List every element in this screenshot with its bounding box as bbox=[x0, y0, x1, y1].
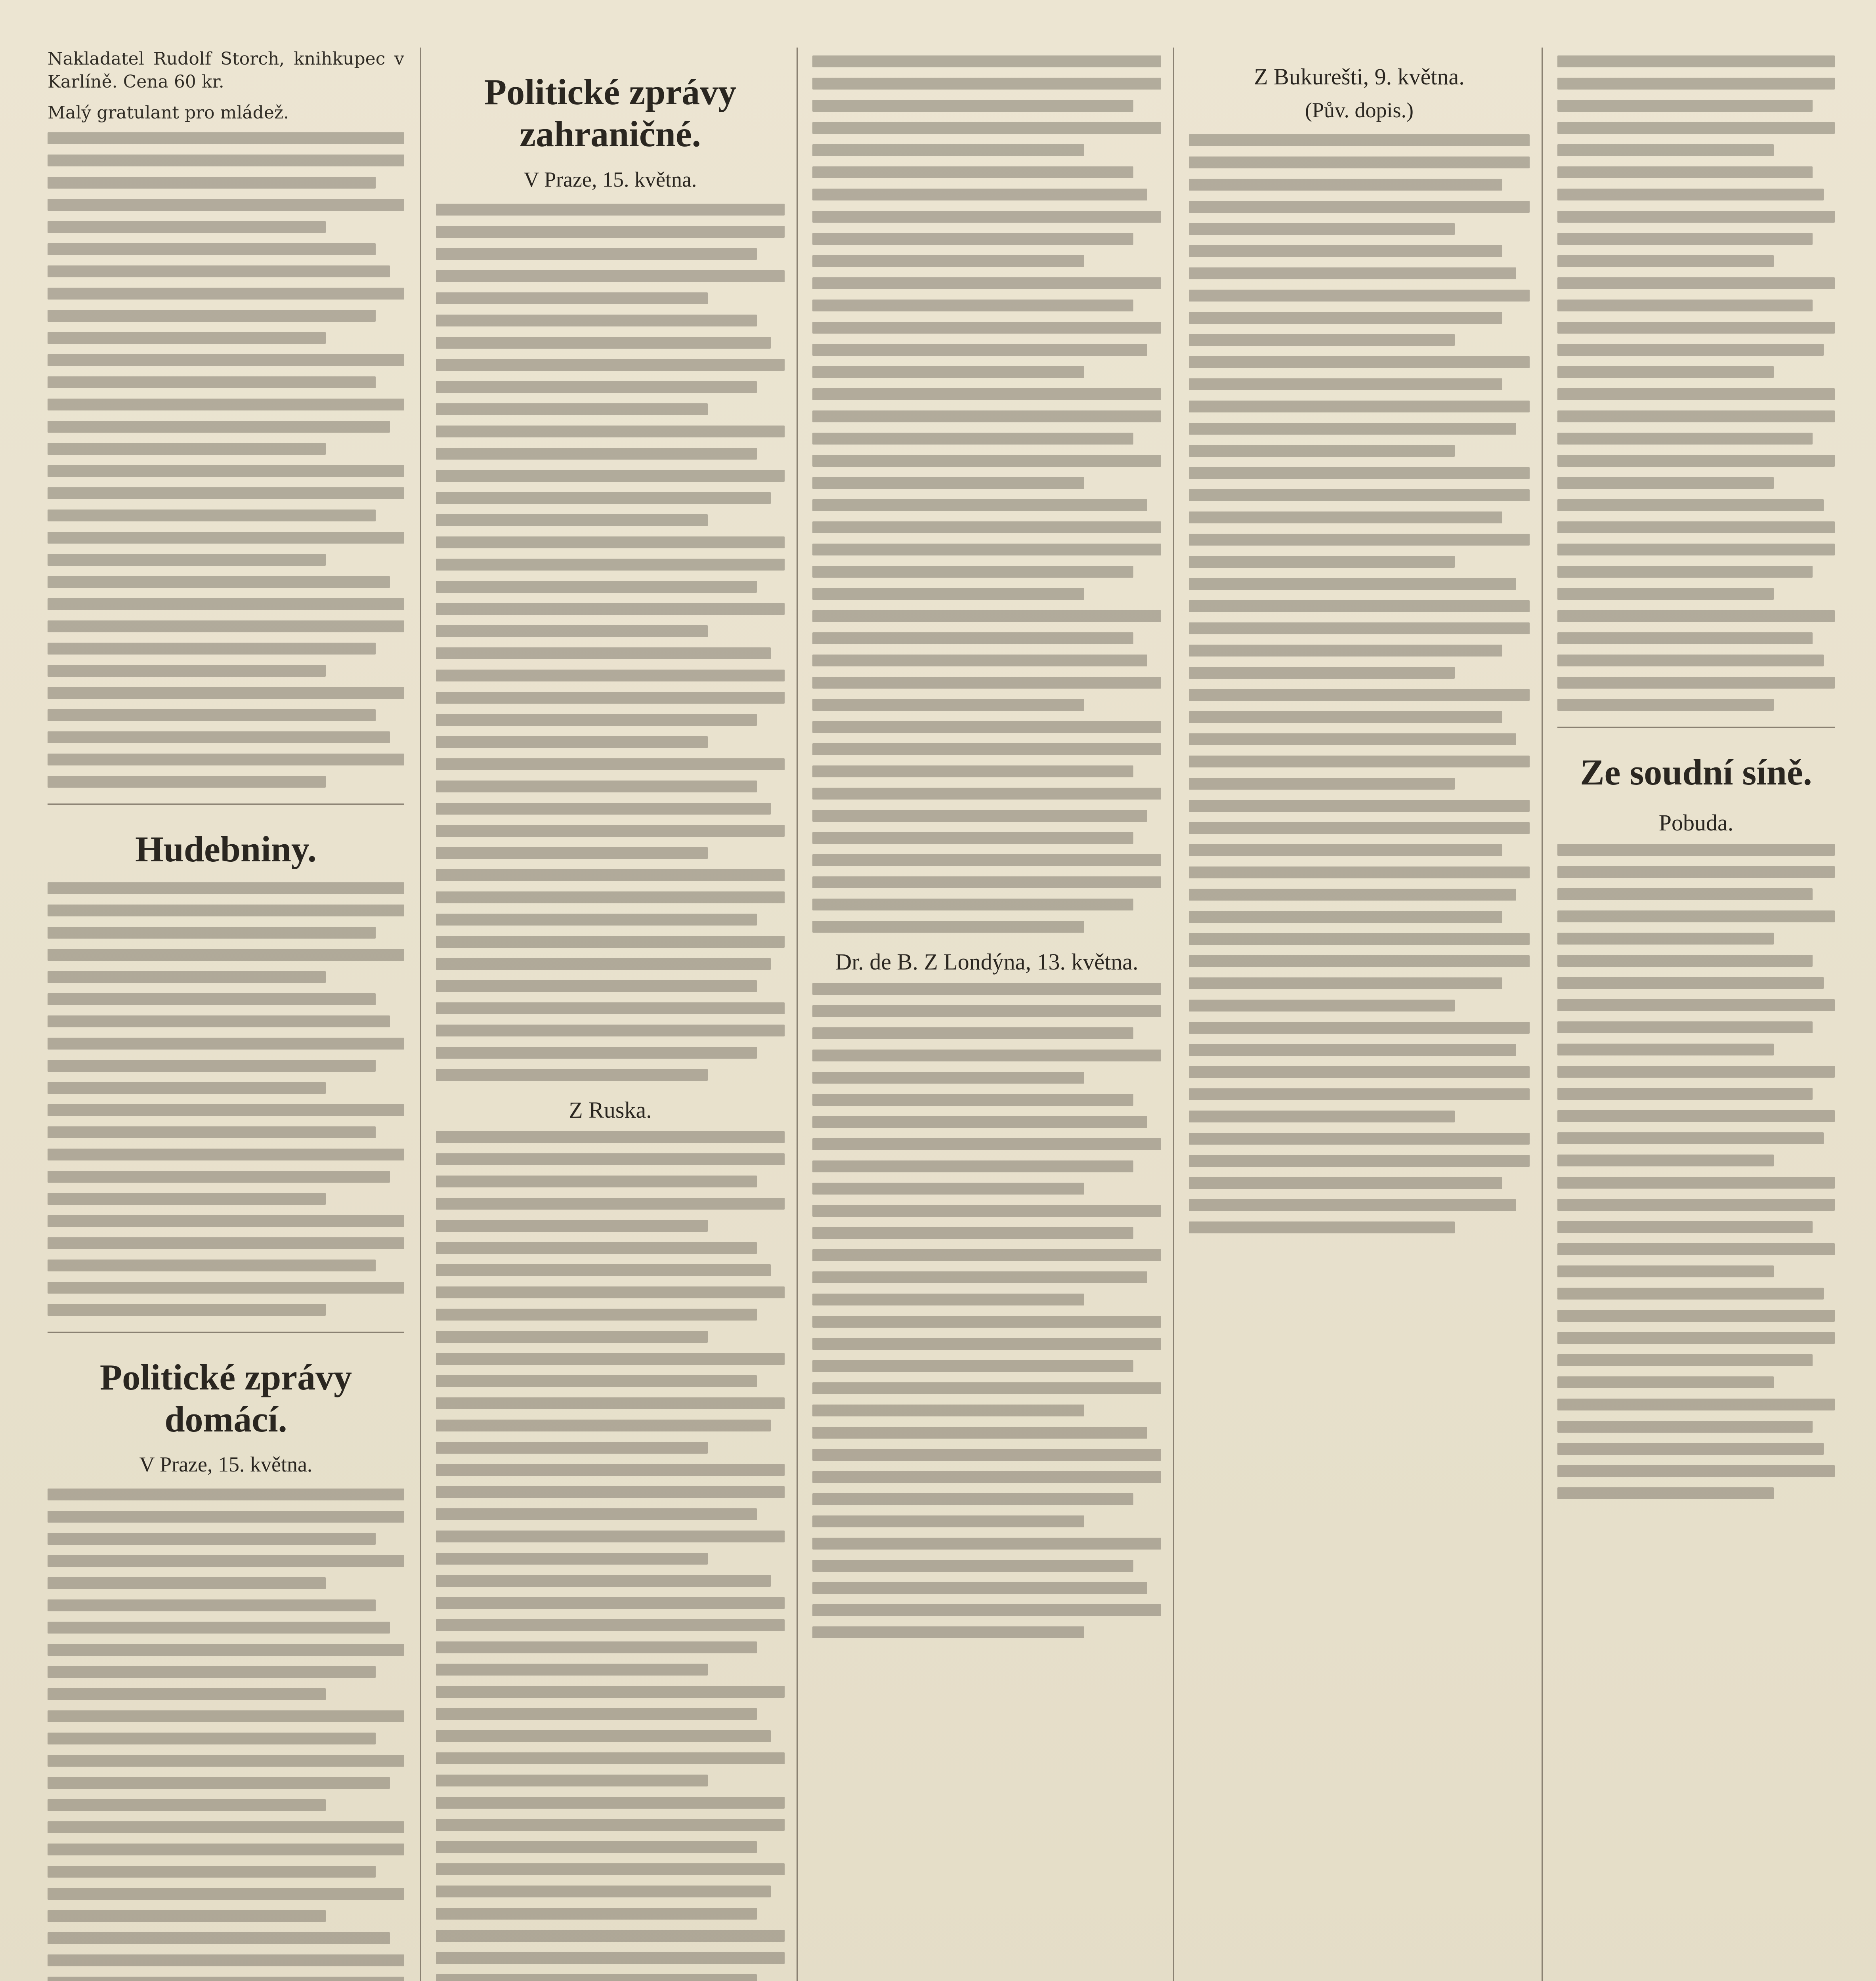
text-block bbox=[1557, 55, 1835, 711]
text-block bbox=[436, 1131, 785, 1981]
column-5 bbox=[1557, 48, 1835, 1981]
text-block bbox=[48, 882, 404, 1316]
column-4 bbox=[1189, 48, 1530, 1981]
text-block bbox=[812, 55, 1161, 933]
text-block bbox=[1189, 134, 1530, 1233]
section-heading: Politické zprávy domácí. bbox=[99, 1357, 352, 1439]
subheading: Pobuda. bbox=[1658, 809, 1734, 836]
column-rule bbox=[420, 48, 421, 1981]
text-block bbox=[436, 204, 785, 1081]
column-rule bbox=[1542, 48, 1543, 1981]
article-text: Malý gratulant pro mládež. bbox=[48, 103, 289, 123]
column-3 bbox=[812, 48, 1161, 1981]
article-text: Nakladatel Rudolf Storch, knihkupec v Karlíně. Cena 60 kr. bbox=[48, 49, 404, 92]
text-block bbox=[812, 983, 1161, 1638]
text-block bbox=[48, 132, 404, 788]
separator bbox=[48, 1332, 404, 1333]
text-block bbox=[1557, 844, 1835, 1499]
subheading: Z Bukurešti, 9. května. bbox=[1254, 64, 1465, 90]
column-rule bbox=[797, 48, 798, 1981]
column-1 bbox=[48, 48, 404, 1981]
subheading: Z Ruska. bbox=[569, 1097, 652, 1123]
column-2 bbox=[436, 48, 785, 1981]
dateline: V Praze, 15. května. bbox=[523, 167, 697, 191]
column-rule bbox=[1173, 48, 1174, 1981]
separator bbox=[1557, 727, 1835, 728]
section-heading: Politické zprávy zahraničné. bbox=[484, 72, 737, 154]
dateline: (Pův. dopis.) bbox=[1305, 98, 1414, 122]
subheading: Dr. de B. Z Londýna, 13. května. bbox=[835, 949, 1139, 975]
text-block bbox=[48, 1489, 404, 1981]
section-heading: Ze soudní síně. bbox=[1580, 752, 1812, 792]
section-heading: Hudebniny. bbox=[135, 829, 317, 869]
dateline: V Praze, 15. května. bbox=[139, 1452, 313, 1477]
separator bbox=[48, 803, 404, 805]
